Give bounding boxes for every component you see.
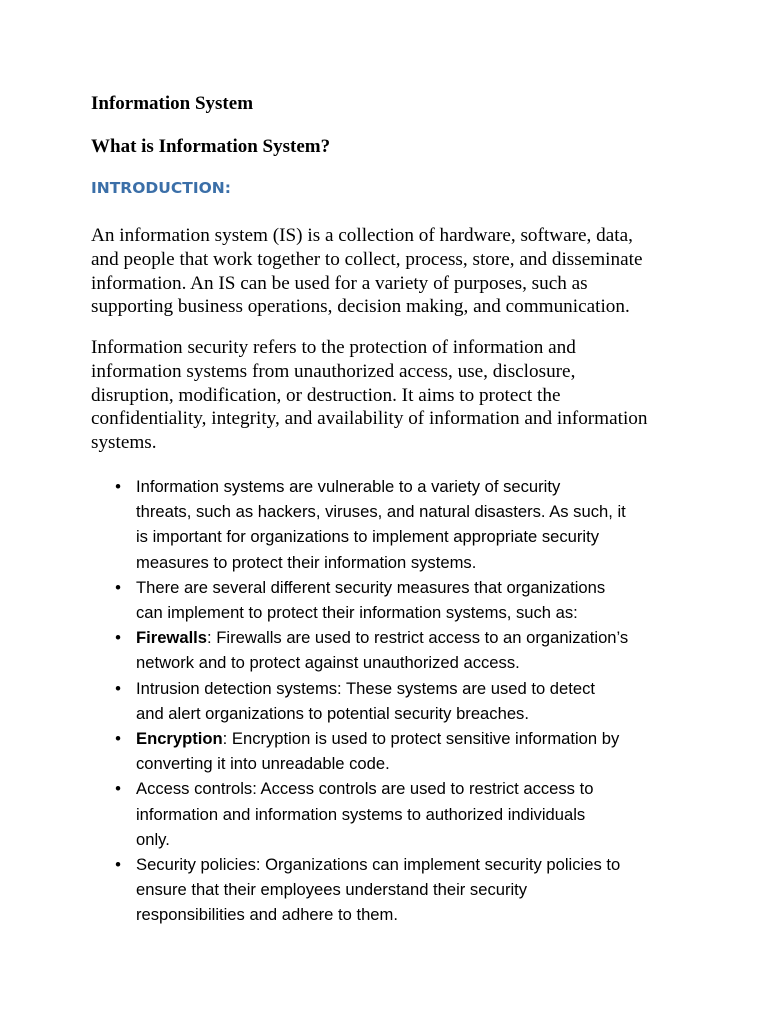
list-item-line: can implement to protect their information systems, such as: [136, 603, 578, 623]
list-item-line: information and information systems to authorized individuals [136, 804, 586, 824]
list-item-line: Access controls: Access controls are used to restrict access to [136, 779, 594, 799]
list-item [108, 625, 708, 675]
list-item [108, 726, 708, 776]
paragraph-line: disruption, modification, or destruction. It aims to protect the [91, 384, 561, 406]
list-item [108, 776, 708, 852]
list-item-line [136, 726, 708, 751]
list-item-line: measures to protect their information systems. [136, 552, 477, 572]
paragraph-is-definition [91, 224, 691, 319]
paragraph-security-definition [91, 336, 691, 455]
bullet-icon: • [115, 577, 121, 597]
document-subtitle: What is Information System? [91, 136, 331, 157]
list-item [108, 575, 708, 625]
paragraph-line: supporting business operations, decision making, and communication. [91, 296, 630, 318]
list-item [108, 474, 708, 575]
bullet-icon: • [115, 628, 121, 648]
bold-term: Firewalls [136, 628, 208, 648]
list-item-line: Intrusion detection systems: These systems are used to detect [136, 678, 596, 698]
paragraph-line: information systems from unauthorized access, use, disclosure, [91, 360, 576, 382]
list-item-line [136, 625, 708, 650]
paragraph-line: and people that work together to collect, process, store, and disseminate [91, 248, 643, 270]
list-item-line: network and to protect against unauthorized access. [136, 653, 520, 673]
bold-term: Encryption [136, 729, 223, 749]
paragraph-line: Information security refers to the protection of information and [91, 337, 576, 358]
list-item-line: converting it into unreadable code. [136, 754, 390, 774]
list-item-text: : Firewalls are used to restrict access to an organization’s [207, 628, 629, 648]
bullet-icon: • [115, 477, 121, 496]
list-item-line: Information systems are vulnerable to a variety of security [136, 477, 561, 496]
list-item-line: is important for organizations to implement appropriate security [136, 527, 599, 547]
list-item-line: threats, such as hackers, viruses, and natural disasters. As such, it [136, 502, 626, 522]
bullet-icon: • [115, 855, 121, 875]
list-item [108, 676, 708, 726]
list-item-line: ensure that their employees understand their security [136, 880, 528, 900]
bullet-icon: • [115, 678, 121, 698]
paragraph-line: systems. [91, 432, 157, 454]
document-title: Information System [91, 93, 254, 114]
list-item-line: There are several different security measures that organizations [136, 577, 606, 597]
list-item [108, 852, 708, 928]
list-item-line: and alert organizations to potential security breaches. [136, 703, 529, 723]
paragraph-line: An information system (IS) is a collection of hardware, software, data, [91, 225, 633, 246]
list-item-line: Security policies: Organizations can implement security policies to [136, 855, 621, 875]
list-item-line: only. [136, 829, 170, 849]
bullet-list [108, 474, 708, 928]
list-item-line: responsibilities and adhere to them. [136, 905, 398, 925]
list-item-text: : Encryption is used to protect sensitive information by [222, 729, 620, 749]
bullet-icon: • [115, 779, 121, 799]
bullet-icon: • [115, 729, 121, 749]
paragraph-line: confidentiality, integrity, and availability of information and information [91, 408, 648, 430]
paragraph-line: information. An IS can be used for a variety of purposes, such as [91, 272, 588, 294]
section-heading: INTRODUCTION: [91, 179, 231, 197]
